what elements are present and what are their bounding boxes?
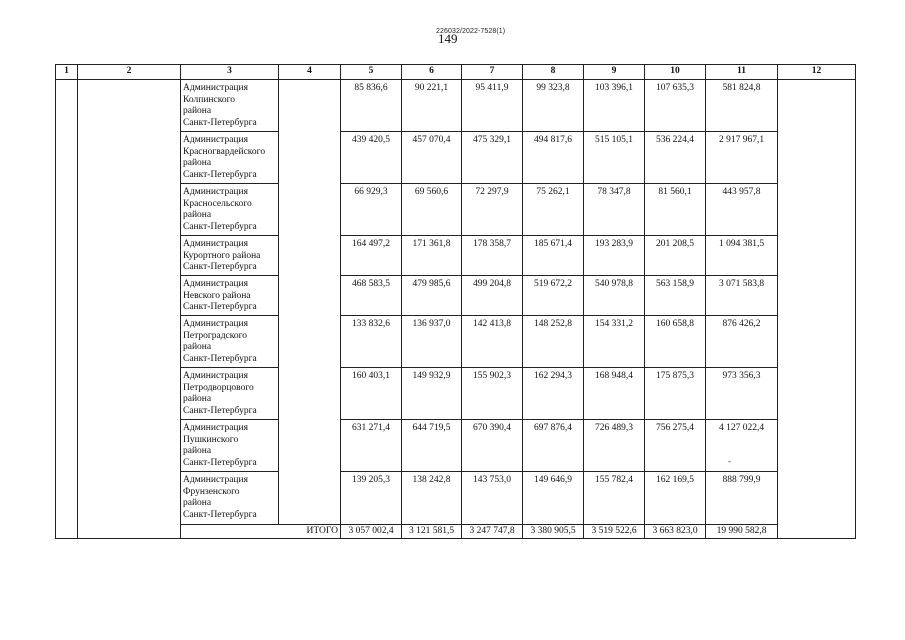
value-cell-col-6: 69 560,6: [402, 184, 462, 236]
district-name-line: Санкт-Петербурга: [183, 405, 257, 416]
district-name-cell: [181, 472, 279, 525]
value-cell-col-7: 499 204,8: [462, 276, 523, 316]
value-cell-col-10: 81 560,1: [645, 184, 706, 236]
table-row: [56, 472, 856, 525]
value-cell-col-7: 143 753,0: [462, 472, 523, 525]
empty-cell: [78, 525, 181, 539]
empty-cell: [56, 132, 78, 184]
empty-cell: [279, 80, 341, 132]
value-cell-col-10: 160 658,8: [645, 316, 706, 368]
value-cell-col-9: 193 283,9: [584, 236, 645, 276]
district-name-line: Санкт-Петербурга: [183, 117, 257, 128]
empty-cell: [78, 132, 181, 184]
district-name-line: Администрация: [183, 279, 248, 289]
value-cell-col-5: 631 271,4: [341, 420, 402, 472]
value-cell-col-8: 494 817,6: [523, 132, 584, 184]
empty-cell: [78, 80, 181, 132]
district-name-line: Колпинского: [183, 94, 235, 105]
district-name-line: района: [183, 342, 212, 352]
value-cell-col-10: 536 224,4: [645, 132, 706, 184]
empty-cell: [78, 420, 181, 472]
empty-cell: [78, 276, 181, 316]
empty-cell: [78, 368, 181, 420]
value-cell-col-7: 72 297,9: [462, 184, 523, 236]
district-name-line: Администрация: [183, 83, 248, 93]
column-number-7: 7: [462, 65, 523, 80]
value-cell-col-8: 149 646,9: [523, 472, 584, 525]
value-cell-col-6: 90 221,1: [402, 80, 462, 132]
value-cell-col-11: 3 071 583,8: [706, 276, 778, 316]
district-name-line: Красносельского: [183, 198, 252, 209]
value-cell-col-7: 155 902,3: [462, 368, 523, 420]
empty-cell: [778, 525, 856, 539]
district-name-line: Администрация: [183, 239, 248, 249]
district-name-line: Петроградского: [183, 330, 248, 341]
column-number-2: 2: [78, 65, 181, 80]
page-number: 149: [438, 31, 458, 46]
district-name-line: Санкт-Петербурга: [183, 262, 257, 272]
column-number-5: 5: [341, 65, 402, 80]
empty-cell: [56, 236, 78, 276]
empty-cell: [279, 472, 341, 525]
value-cell-col-8: 99 323,8: [523, 80, 584, 132]
empty-cell: [56, 276, 78, 316]
value-cell-col-8: 519 672,2: [523, 276, 584, 316]
table-row: [56, 276, 856, 316]
table-row: [56, 80, 856, 132]
document-stamp: 226032/2022-7528(1): [436, 28, 506, 35]
district-name-line: Администрация: [183, 187, 248, 197]
value-cell-col-8: 148 252,8: [523, 316, 584, 368]
district-name-line: Санкт-Петербурга: [183, 457, 257, 468]
value-cell-col-6: 149 932,9: [402, 368, 462, 420]
total-row: [56, 525, 856, 539]
district-name-cell: [181, 368, 279, 420]
value-cell-col-10: 162 169,5: [645, 472, 706, 525]
value-cell-col-8: 185 671,4: [523, 236, 584, 276]
empty-cell: [279, 236, 341, 276]
table-row: [56, 368, 856, 420]
value-cell-col-11: 1 094 381,5: [706, 236, 778, 276]
district-name-line: Администрация: [183, 423, 248, 433]
value-cell-col-7: 475 329,1: [462, 132, 523, 184]
district-name-line: Санкт-Петербурга: [183, 169, 257, 180]
value-cell-col-9: 155 782,4: [584, 472, 645, 525]
column-number-9: 9: [584, 65, 645, 80]
empty-cell: [56, 368, 78, 420]
district-name-line: Невского района: [183, 290, 251, 301]
district-name-line: Администрация: [183, 319, 248, 329]
district-name-line: района: [183, 106, 212, 116]
empty-cell: [56, 472, 78, 525]
empty-cell: [778, 184, 856, 236]
district-name-line: Администрация: [183, 135, 248, 145]
value-cell-col-7: 142 413,8: [462, 316, 523, 368]
empty-cell: [778, 80, 856, 132]
value-cell-col-7: 670 390,4: [462, 420, 523, 472]
total-value-col-10: 3 663 823,0: [645, 525, 706, 539]
value-cell-col-9: 515 105,1: [584, 132, 645, 184]
value-cell-col-10: 201 208,5: [645, 236, 706, 276]
value-cell-col-6: 457 070,4: [402, 132, 462, 184]
total-value-col-11: 19 990 582,8: [706, 525, 778, 539]
district-name-line: Красногвардейского: [183, 146, 266, 157]
value-cell-col-5: 468 583,5: [341, 276, 402, 316]
table-row: [56, 316, 856, 368]
empty-cell: [56, 525, 78, 539]
empty-cell: [78, 184, 181, 236]
value-cell-col-5: 133 832,6: [341, 316, 402, 368]
empty-cell: [56, 420, 78, 472]
empty-cell: [56, 184, 78, 236]
value-cell-col-11: 4 127 022,4: [706, 420, 778, 472]
empty-cell: [778, 472, 856, 525]
value-cell-col-7: 95 411,9: [462, 80, 523, 132]
table-row: [56, 420, 856, 472]
value-cell-col-10: 175 875,3: [645, 368, 706, 420]
district-name-line: Петродворцового: [183, 382, 254, 393]
value-cell-col-9: 103 396,1: [584, 80, 645, 132]
empty-cell: [56, 80, 78, 132]
district-name-line: Пушкинского: [183, 434, 239, 445]
column-number-6: 6: [402, 65, 462, 80]
empty-cell: [279, 316, 341, 368]
value-cell-col-6: 136 937,0: [402, 316, 462, 368]
value-cell-col-11: 973 356,3: [706, 368, 778, 420]
column-number-3: 3: [181, 65, 279, 80]
value-cell-col-6: 171 361,8: [402, 236, 462, 276]
empty-cell: [279, 132, 341, 184]
empty-cell: [778, 316, 856, 368]
empty-cell: [778, 420, 856, 472]
table-row: [56, 132, 856, 184]
value-cell-col-7: 178 358,7: [462, 236, 523, 276]
district-name-cell: [181, 236, 279, 276]
empty-cell: [778, 236, 856, 276]
value-cell-col-6: 479 985,6: [402, 276, 462, 316]
value-cell-col-11: 888 799,9: [706, 472, 778, 525]
value-cell-col-8: 697 876,4: [523, 420, 584, 472]
total-label: ИТОГО: [181, 525, 341, 539]
column-number-1: 1: [56, 65, 78, 80]
total-value-col-7: 3 247 747,8: [462, 525, 523, 539]
total-value-col-6: 3 121 581,5: [402, 525, 462, 539]
district-name-cell: [181, 276, 279, 316]
district-name-line: Администрация: [183, 371, 248, 381]
empty-cell: [279, 184, 341, 236]
empty-cell: [78, 236, 181, 276]
total-value-col-9: 3 519 522,6: [584, 525, 645, 539]
district-name-line: района: [183, 498, 212, 508]
empty-cell: [279, 276, 341, 316]
value-cell-col-9: 78 347,8: [584, 184, 645, 236]
district-name-cell: [181, 420, 279, 472]
table-row: [56, 236, 856, 276]
district-name-cell: [181, 80, 279, 132]
value-cell-col-9: 726 489,3: [584, 420, 645, 472]
value-cell-col-8: 75 262,1: [523, 184, 584, 236]
value-cell-col-11: 2 917 967,1: [706, 132, 778, 184]
total-value-col-8: 3 380 905,5: [523, 525, 584, 539]
district-name-cell: [181, 316, 279, 368]
value-cell-col-10: 756 275,4: [645, 420, 706, 472]
district-name-line: Санкт-Петербурга: [183, 353, 257, 364]
value-cell-col-5: 439 420,5: [341, 132, 402, 184]
column-number-12: 12: [778, 65, 856, 80]
district-name-line: Санкт-Петербурга: [183, 302, 257, 312]
value-cell-col-5: 139 205,3: [341, 472, 402, 525]
value-cell-col-6: 644 719,5: [402, 420, 462, 472]
budget-table: [55, 64, 856, 539]
district-name-line: Санкт-Петербурга: [183, 509, 257, 520]
district-name-line: Администрация: [183, 475, 248, 485]
empty-cell: [78, 472, 181, 525]
value-cell-col-8: 162 294,3: [523, 368, 584, 420]
column-number-11: 11: [706, 65, 778, 80]
value-cell-col-9: 154 331,2: [584, 316, 645, 368]
empty-cell: [279, 420, 341, 472]
value-cell-col-11: 443 957,8: [706, 184, 778, 236]
district-name-line: Фрунзенского: [183, 486, 240, 497]
value-cell-col-10: 107 635,3: [645, 80, 706, 132]
district-name-line: района: [183, 210, 212, 220]
district-name-cell: [181, 132, 279, 184]
value-cell-col-10: 563 158,9: [645, 276, 706, 316]
value-cell-col-11: 581 824,8: [706, 80, 778, 132]
value-cell-col-5: 85 836,6: [341, 80, 402, 132]
empty-cell: [279, 368, 341, 420]
value-cell-col-9: 540 978,8: [584, 276, 645, 316]
column-number-row: [56, 65, 856, 80]
empty-cell: [78, 316, 181, 368]
district-name-line: района: [183, 446, 212, 456]
column-number-4: 4: [279, 65, 341, 80]
district-name-line: района: [183, 394, 212, 404]
column-number-10: 10: [645, 65, 706, 80]
value-cell-col-6: 138 242,8: [402, 472, 462, 525]
empty-cell: [56, 316, 78, 368]
district-name-cell: [181, 184, 279, 236]
column-number-8: 8: [523, 65, 584, 80]
budget-table-body: [56, 65, 856, 539]
empty-cell: [778, 276, 856, 316]
empty-cell: [778, 132, 856, 184]
value-cell-col-9: 168 948,4: [584, 368, 645, 420]
table-row: [56, 184, 856, 236]
district-name-line: района: [183, 158, 212, 168]
stray-mark: -: [728, 456, 731, 466]
value-cell-col-5: 66 929,3: [341, 184, 402, 236]
total-value-col-5: 3 057 002,4: [341, 525, 402, 539]
value-cell-col-5: 164 497,2: [341, 236, 402, 276]
value-cell-col-11: 876 426,2: [706, 316, 778, 368]
empty-cell: [778, 368, 856, 420]
district-name-line: Курортного района: [183, 250, 261, 261]
value-cell-col-5: 160 403,1: [341, 368, 402, 420]
district-name-line: Санкт-Петербурга: [183, 221, 257, 232]
